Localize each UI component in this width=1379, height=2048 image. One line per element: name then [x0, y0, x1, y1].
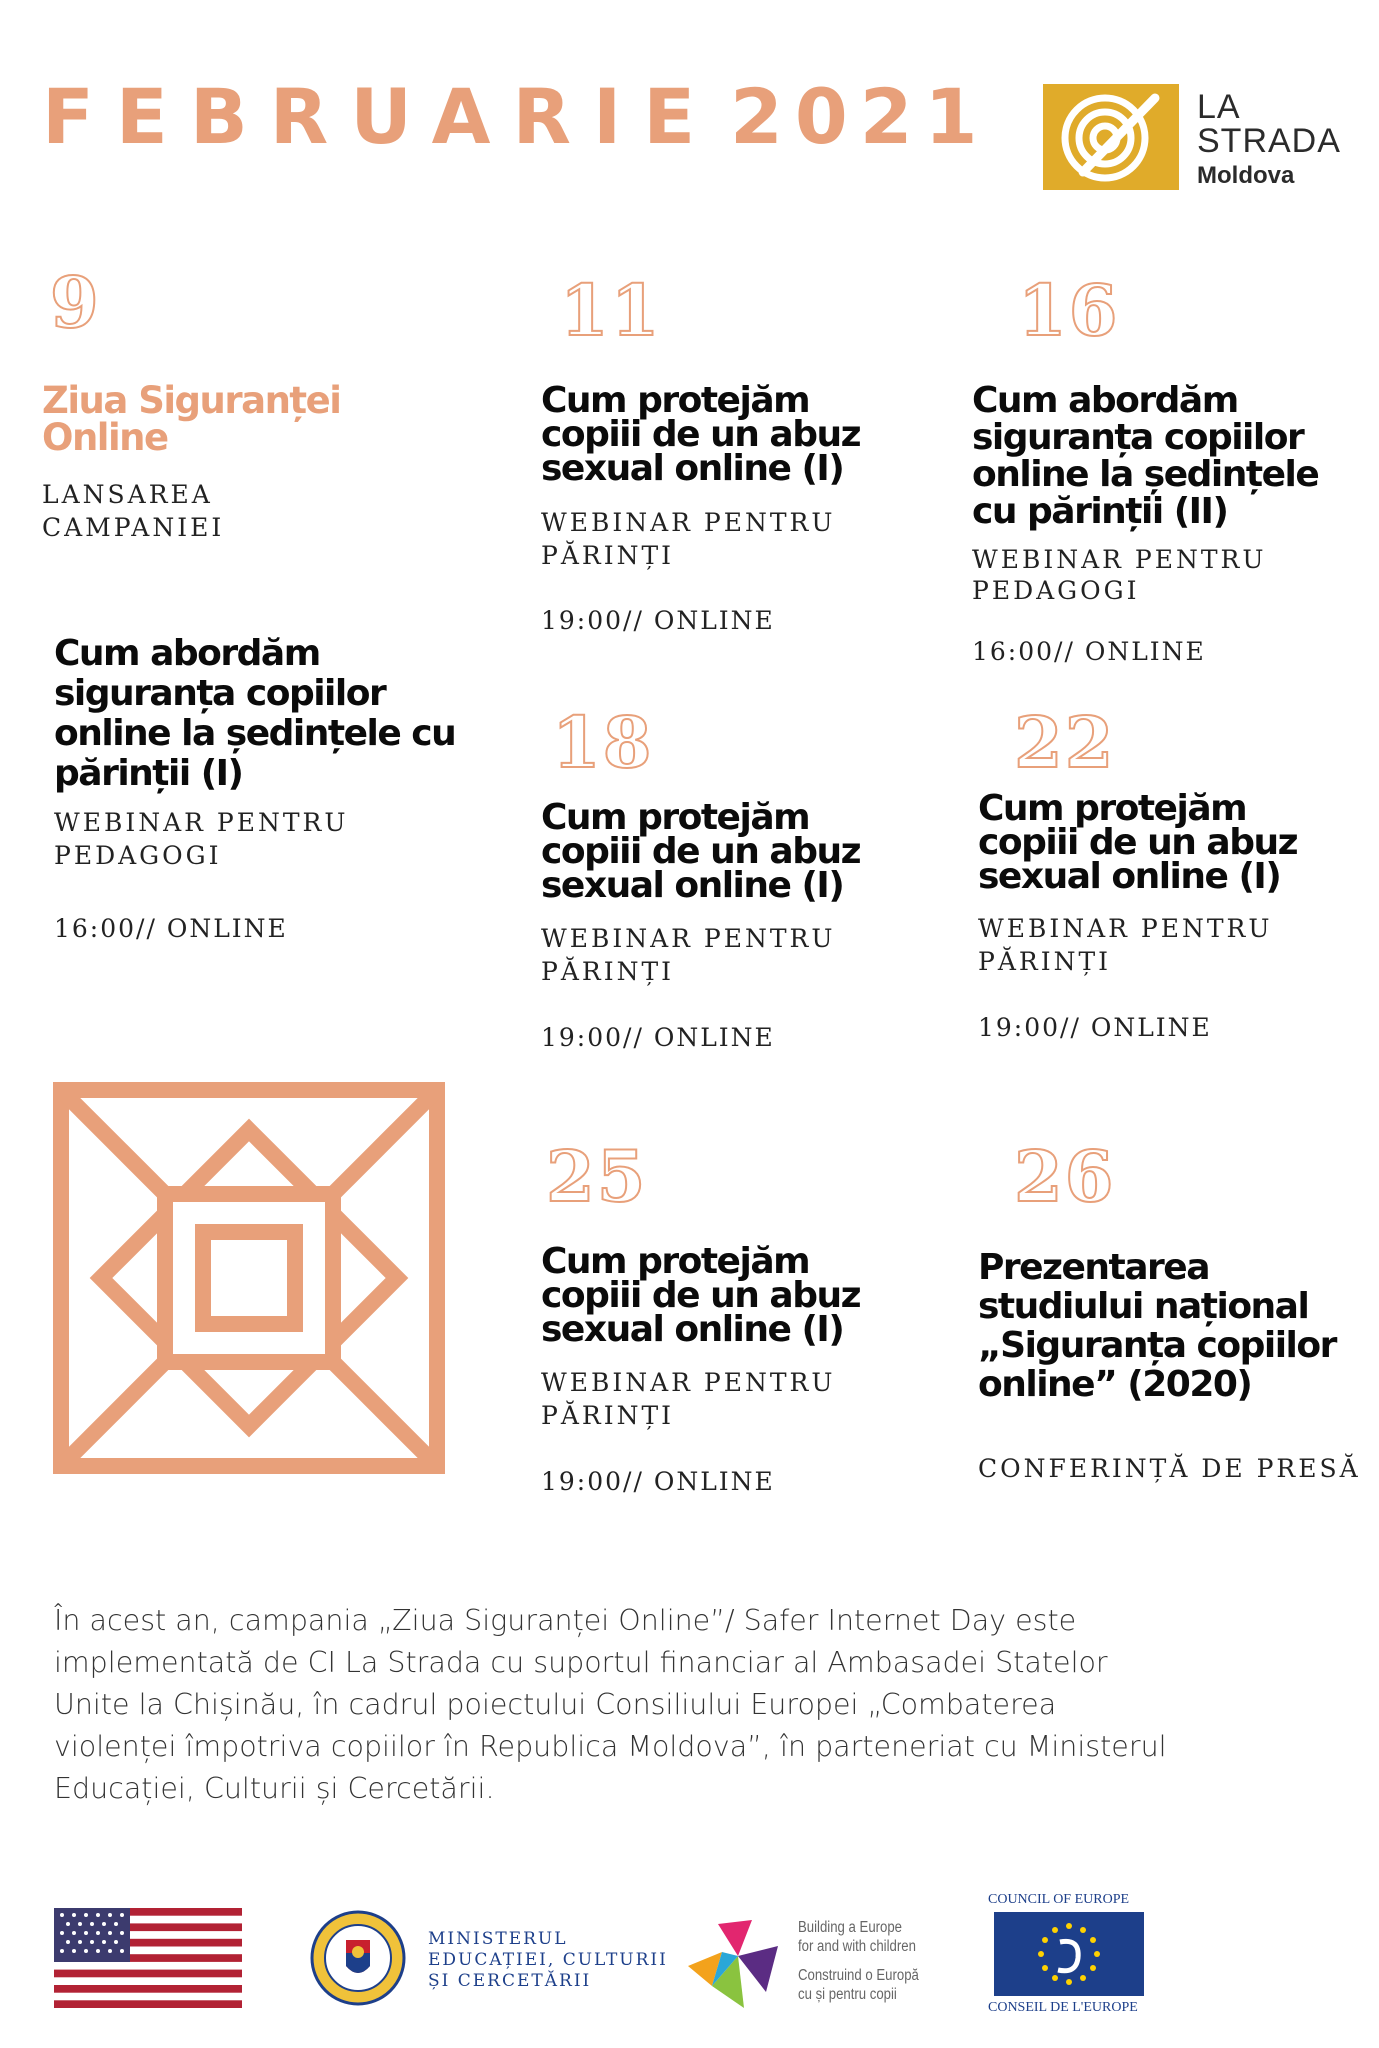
- event-subtitle-line: PĂRINȚI: [541, 541, 674, 570]
- event-day-number: 11: [560, 269, 662, 352]
- event-title-line: Ziua Siguranței: [42, 379, 341, 422]
- event-subtitle: [978, 1452, 1361, 1485]
- footer-paragraph: În acest an, campania „Ziua Siguranței Online”/ Safer Internet Day este implementată de CI La Strada cu suportul financiar al Ambasadei Statelor Unite la Chișinău, în cadrul poiectului Consiliului Europei „Combaterea violenței împotriva copiilor în Republica Moldova”, în parteneriat cu Ministerul Educației, Culturii și Cercetării.: [54, 1604, 1167, 1805]
- event-time: 19:00// ONLINE: [541, 1023, 775, 1052]
- event-title: [54, 634, 455, 794]
- event-title-line: Cum protejăm: [541, 1241, 810, 1282]
- event-day-number: 25: [546, 1135, 648, 1218]
- event-subtitle-line: WEBINAR PENTRU: [541, 924, 836, 953]
- ministry-name-line: MINISTERUL: [428, 1929, 568, 1949]
- event-title: [541, 797, 861, 906]
- event-subtitle-line: PĂRINȚI: [978, 947, 1111, 976]
- bae-text-line: Building a Europe: [798, 1919, 903, 1936]
- event-subtitle: [978, 912, 1272, 978]
- event-title-line: copiii de un abuz: [541, 414, 861, 455]
- event-title-line: Cum abordăm: [54, 633, 320, 674]
- event-title-line: Online: [42, 416, 168, 459]
- event-title-line: „Siguranța copiilor: [978, 1325, 1336, 1366]
- event-subtitle: [541, 1366, 835, 1432]
- event-title: [978, 1248, 1336, 1404]
- logo-line-la: LA: [1197, 88, 1241, 126]
- event-title-line: sexual online (I): [541, 1309, 844, 1350]
- moldova-government-emblem-icon: [310, 1910, 406, 2011]
- event-subtitle-line: WEBINAR PENTRU: [541, 1368, 836, 1397]
- event-title-line: Cum protejăm: [541, 797, 810, 838]
- month-heading: FEBRUARIE: [42, 72, 718, 161]
- event-subtitle-line: WEBINAR PENTRU: [972, 545, 1267, 574]
- event-subtitle-line: PĂRINȚI: [541, 1401, 674, 1430]
- us-flag-icon: [54, 1908, 242, 2008]
- event-day-number: 22: [1014, 701, 1116, 784]
- event-title-line: sexual online (I): [541, 865, 844, 906]
- event-title-line: copiii de un abuz: [978, 822, 1298, 863]
- event-subtitle-line: WEBINAR PENTRU: [541, 508, 836, 537]
- event-title-line: Cum protejăm: [541, 380, 810, 421]
- event-day-number: 9: [50, 261, 101, 344]
- event-title-line: Prezentarea: [978, 1247, 1210, 1288]
- event-subtitle: [541, 922, 835, 988]
- event-subtitle: [42, 478, 224, 544]
- event-subtitle-line: PEDAGOGI: [54, 841, 222, 870]
- event-day-number: 26: [1014, 1135, 1116, 1218]
- event-subtitle: [541, 506, 835, 572]
- event-title-line: studiului național: [978, 1286, 1309, 1327]
- event-title: [972, 382, 1318, 530]
- ministry-name-line: EDUCAȚIEI, CULTURII: [428, 1950, 668, 1970]
- ministry-name: [428, 1929, 668, 1992]
- bae-text-line: Construind o Europă: [798, 1967, 919, 1984]
- logo-line-strada: STRADA: [1197, 122, 1341, 160]
- la-strada-logo-text: [1197, 90, 1341, 190]
- event-title: [42, 379, 341, 459]
- building-europe-logo-icon: [682, 1916, 786, 2017]
- la-strada-logo-icon: [1043, 84, 1179, 190]
- event-title-line: sexual online (I): [978, 856, 1281, 897]
- event-time: 19:00// ONLINE: [541, 606, 775, 635]
- event-subtitle: [972, 544, 1266, 606]
- event-subtitle-line: CONFERINȚĂ DE PRESĂ: [978, 1454, 1361, 1483]
- event-subtitle-line: LANSAREA: [42, 480, 213, 509]
- event-time: 19:00// ONLINE: [541, 1467, 775, 1496]
- event-title-line: sexual online (I): [541, 448, 844, 489]
- event-title-line: copiii de un abuz: [541, 831, 861, 872]
- council-of-europe-label: COUNCIL OF EUROPE: [988, 1892, 1130, 1907]
- bae-text-line: cu și pentru copii: [798, 1986, 897, 2003]
- year-heading: 2021: [730, 72, 990, 161]
- event-time: 16:00// ONLINE: [54, 914, 288, 943]
- event-time: 16:00// ONLINE: [972, 637, 1206, 666]
- event-title-line: siguranța copiilor: [972, 417, 1304, 458]
- event-title-line: siguranța copiilor: [54, 673, 386, 714]
- event-subtitle-line: WEBINAR PENTRU: [54, 808, 349, 837]
- event-subtitle: [54, 806, 348, 872]
- event-title-line: online” (2020): [978, 1364, 1252, 1405]
- event-subtitle-line: CAMPANIEI: [42, 513, 225, 542]
- event-title-line: părinții (I): [54, 753, 243, 794]
- building-europe-text: [798, 1918, 919, 2004]
- event-subtitle-line: PEDAGOGI: [972, 576, 1140, 605]
- event-title-line: cu părinții (II): [972, 491, 1228, 532]
- event-subtitle-line: WEBINAR PENTRU: [978, 914, 1273, 943]
- event-title: [978, 788, 1298, 897]
- event-title-line: online la ședințele: [972, 454, 1319, 495]
- conseil-de-l-europe-label: CONSEIL DE L'EUROPE: [988, 2000, 1138, 2015]
- event-title-line: Cum abordăm: [972, 380, 1238, 421]
- event-title: [541, 1241, 861, 1350]
- ministry-name-line: ȘI CERCETĂRII: [428, 1971, 592, 1991]
- logo-line-moldova: Moldova: [1197, 162, 1295, 189]
- event-title-line: copiii de un abuz: [541, 1275, 861, 1316]
- event-title-line: online la ședințele cu: [54, 713, 456, 754]
- event-subtitle-line: PĂRINȚI: [541, 957, 674, 986]
- council-of-europe-flag-icon: [994, 1912, 1144, 1996]
- event-day-number: 18: [552, 701, 654, 784]
- event-day-number: 16: [1018, 269, 1120, 352]
- bae-text-line: for and with children: [798, 1938, 916, 1955]
- event-title-line: Cum protejăm: [978, 788, 1247, 829]
- event-title: [541, 380, 861, 489]
- event-time: 19:00// ONLINE: [978, 1013, 1212, 1042]
- geometric-ornament-icon: [53, 1082, 445, 1479]
